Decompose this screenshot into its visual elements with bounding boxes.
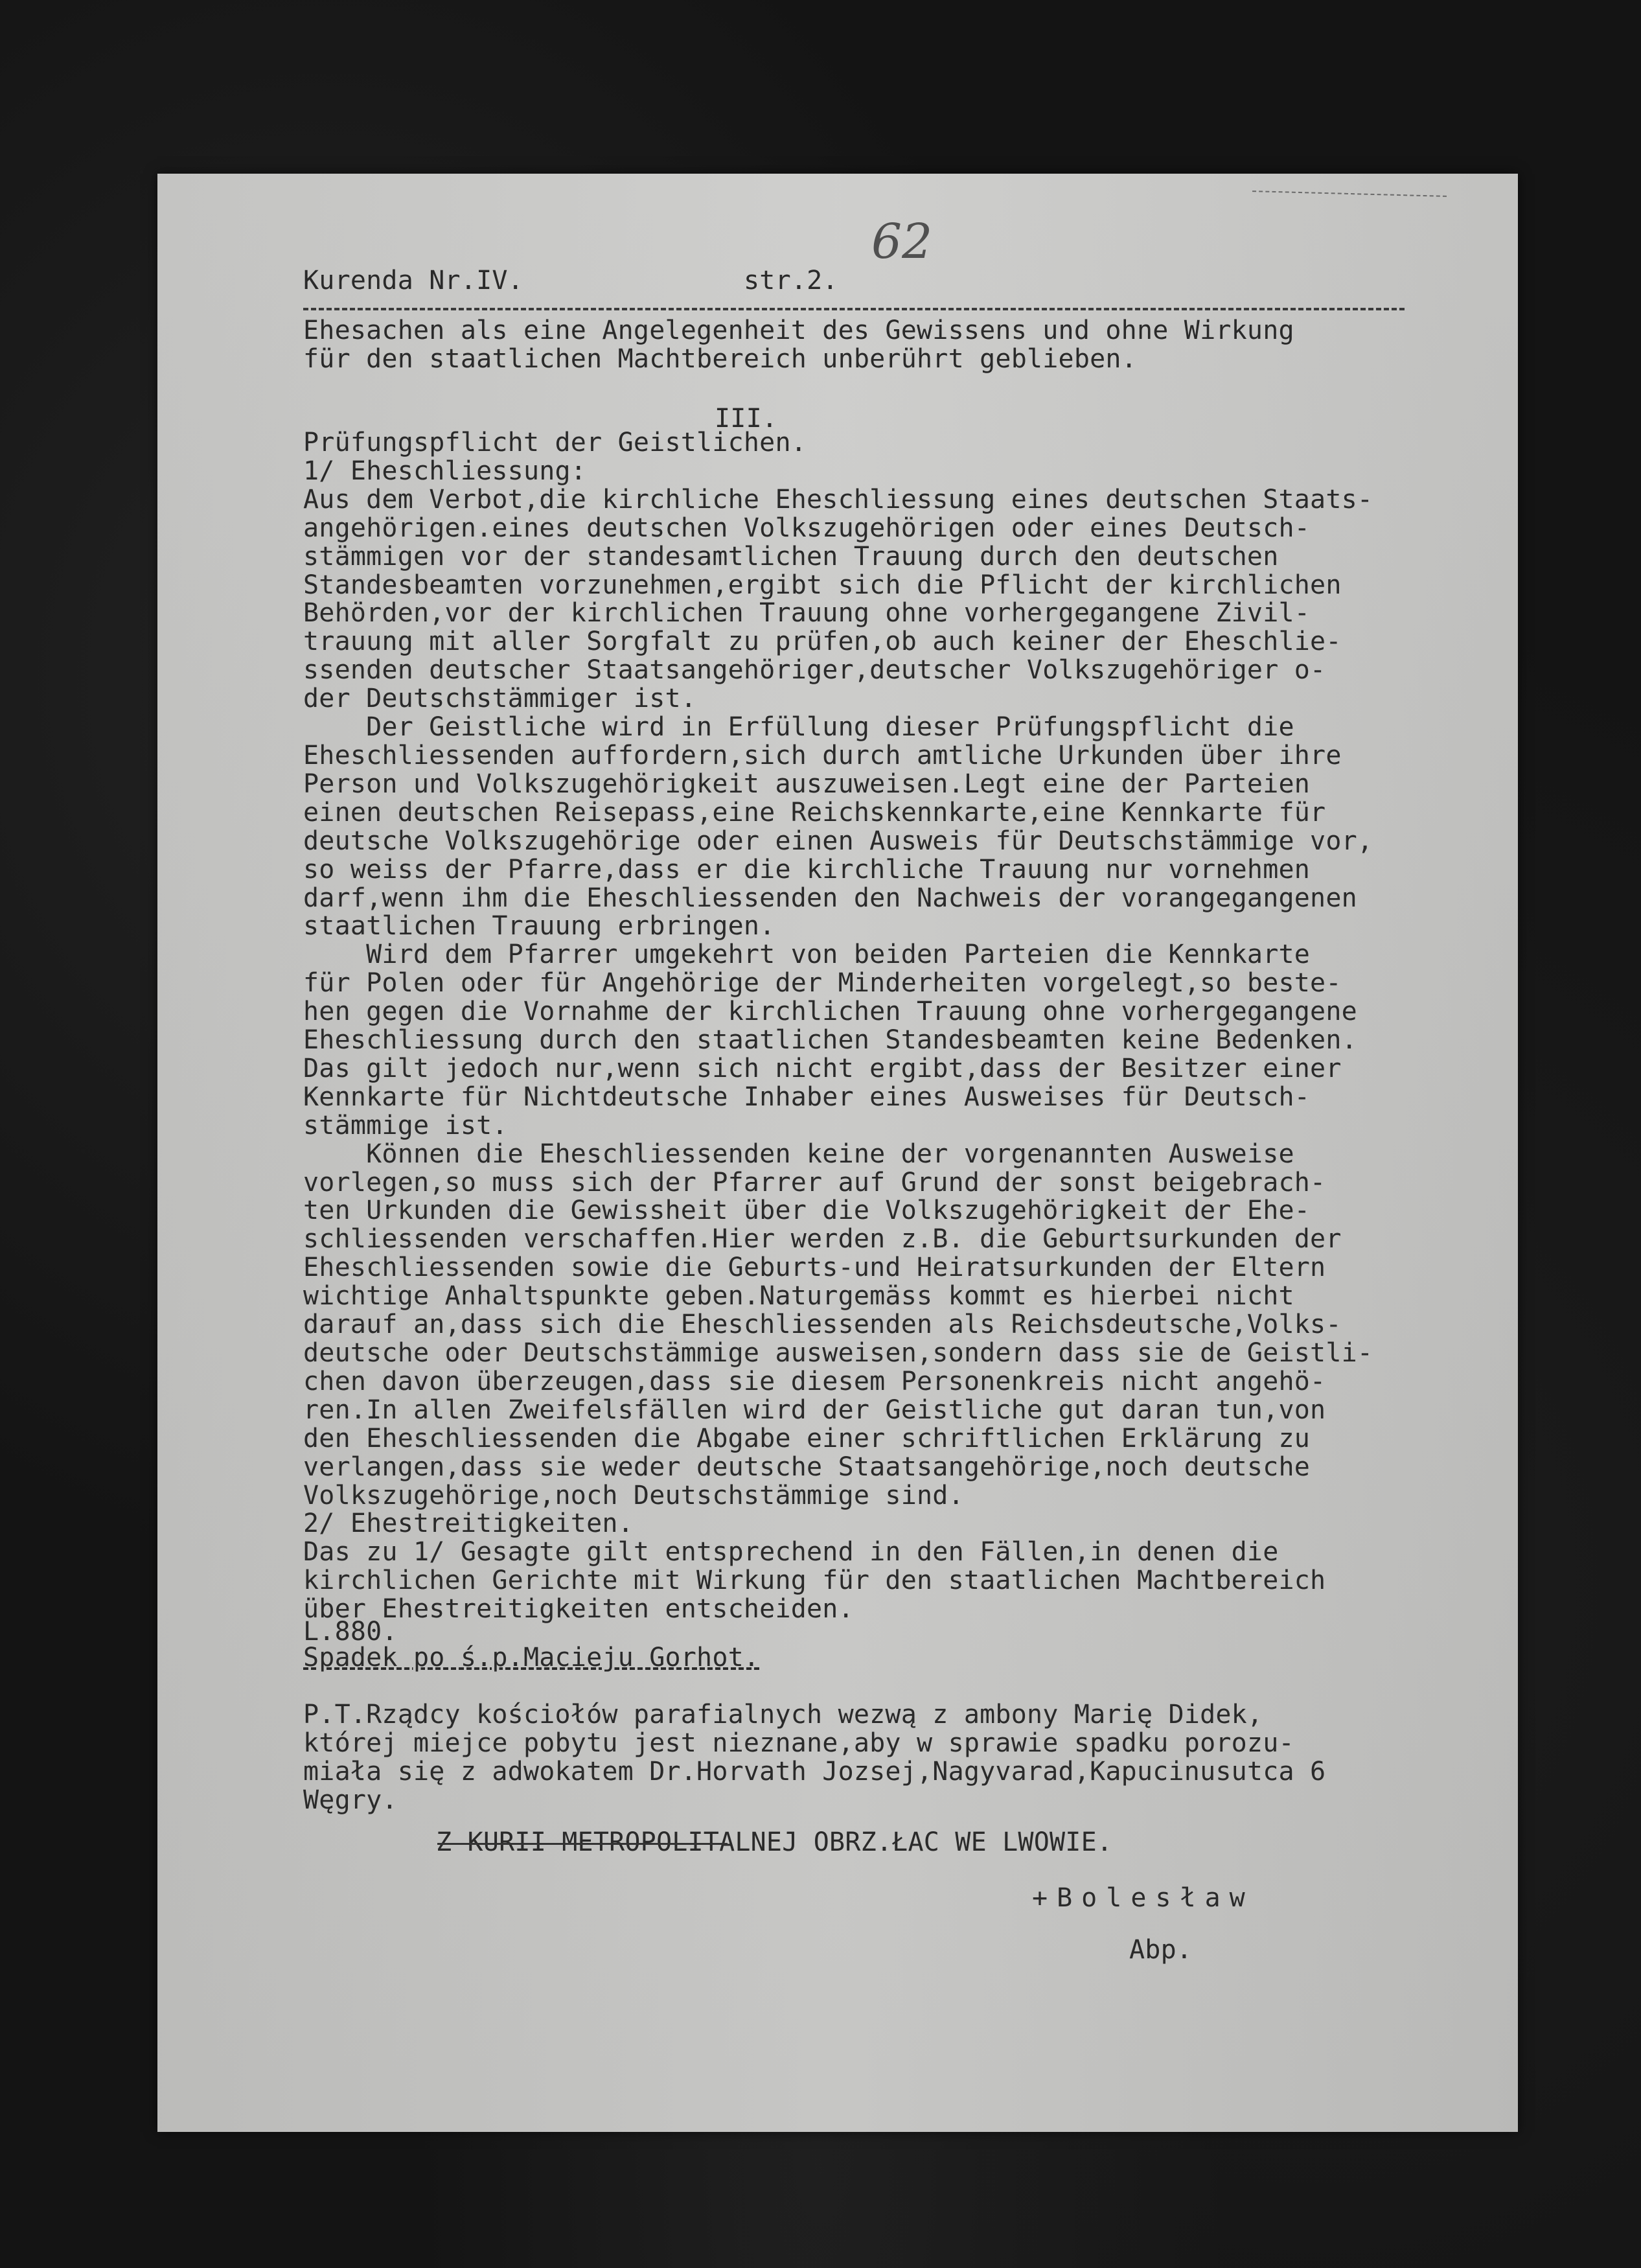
text-line: einen deutschen Reisepass,eine Reichskennkarte,eine Kennkarte für [303,797,1326,827]
text-line: darf,wenn ihm die Eheschliessenden den Nachweis der vorangegangenen [303,883,1357,913]
text-line: P.T.Rządcy kościołów parafialnych wezwą z ambony Marię Didek, [303,1700,1263,1730]
text-line: ssenden deutscher Staatsangehöriger,deutscher Volkszugehöriger o- [303,655,1326,686]
text-line: verlangen,dass sie weder deutsche Staatsangehörige,noch deutsche [303,1452,1311,1482]
text-line: kirchlichen Gerichte mit Wirkung für den staatlichen Machtbereich [303,1566,1326,1596]
text-line: Wird dem Pfarrer umgekehrt von beiden Parteien die Kennkarte [303,940,1311,970]
text-line: stämmige ist. [303,1110,508,1140]
text-line: Standesbeamten vorzunehmen,ergibt sich die Pflicht der kirchlichen [303,570,1342,600]
subsection-heading: 1/ Eheschliessung: [303,456,587,486]
text-line: Kennkarte für Nichtdeutsche Inhaber eines Ausweises für Deutsch- [303,1082,1311,1112]
text-line: ten Urkunden die Gewissheit über die Volkszugehörigkeit der Ehe- [303,1196,1311,1226]
reference-number: L.880. [303,1617,398,1647]
text-line: Das zu 1/ Gesagte gilt entsprechend in den Fällen,in denen die [303,1537,1279,1568]
page-indicator: str.2. [744,266,838,295]
text-line: staatlichen Trauung erbringen. [303,911,775,942]
document-reference-header: Kurenda Nr.IV. [303,266,523,295]
text-line: Person und Volkszugehörigkeit auszuweisen.Legt eine der Parteien [303,769,1311,799]
curia-stamp-line: Z KURII METROPOLITALNEJ OBRZ.ŁAC WE LWOWIE. [436,1827,1113,1857]
text-line: Eheschliessung durch den staatlichen Standesbeamten keine Bedenken. [303,1025,1357,1056]
section-heading: Prüfungspflicht der Geistlichen. [303,428,807,457]
signature-title: Abp. [1129,1935,1193,1965]
announcement-body [303,1701,1325,1815]
header-divider [303,308,1405,310]
text-line: den Eheschliessenden die Abgabe einer schriftlichen Erklärung zu [303,1423,1311,1453]
strikethrough-mark [437,1843,728,1845]
subsection-heading: 2/ Ehestreitigkeiten. [303,1509,634,1539]
pencil-mark [1252,191,1447,197]
text-line: trauung mit aller Sorgfalt zu prüfen,ob auch keiner der Eheschlie- [303,627,1342,657]
text-line: stämmigen vor der standesamtlichen Trauung durch den deutschen [303,541,1279,572]
text-line: darauf an,dass sich die Eheschliessenden als Reichsdeutsche,Volks- [303,1310,1342,1340]
text-line: vorlegen,so muss sich der Pfarrer auf Grund der sonst beigebrach- [303,1167,1326,1198]
text-line: Węgry. [303,1785,398,1815]
text-line: miała się z adwokatem Dr.Horvath Jozsej,Nagyvarad,Kapucinusutca 6 [303,1756,1326,1787]
document-page [157,174,1518,2132]
text-line: Eheschliessenden sowie die Geburts-und Heiratsurkunden der Eltern [303,1253,1326,1283]
text-line: Können die Eheschliessenden keine der vorgenannten Ausweise [303,1139,1294,1169]
item-title: Spadek po ś.p.Macieju Gorhot. [303,1643,760,1672]
text-line: deutsche Volkszugehörige oder einen Ausweis für Deutschstämmige vor, [303,826,1373,856]
text-line: deutsche oder Deutschstämmige ausweisen,sondern dass sie de Geistli- [303,1338,1373,1368]
section-body [303,429,1373,1624]
text-line: chen davon überzeugen,dass sie diesem Personenkreis nicht angehö- [303,1366,1326,1396]
text-line: schliessenden verschaffen.Hier werden z.B. die Geburtsurkunden der [303,1224,1342,1255]
section-number: III. [715,404,778,434]
text-line: Behörden,vor der kirchlichen Trauung ohne vorhergegangene Zivil- [303,598,1311,629]
text-line: wichtige Anhaltspunkte geben.Naturgemäss kommt es hierbei nicht [303,1281,1294,1312]
text-line: so weiss der Pfarre,dass er die kirchliche Trauung nur vornehmen [303,854,1311,885]
text-line: Aus dem Verbot,die kirchliche Eheschliessung eines deutschen Staats- [303,484,1373,515]
text-line: für Polen oder für Angehörige der Minderheiten vorgelegt,so beste- [303,968,1342,999]
text-line: ren.In allen Zweifelsfällen wird der Geistliche gut daran tun,von [303,1394,1326,1425]
text-line: der Deutschstämmiger ist. [303,684,697,714]
signature: +Bolesław [1032,1883,1254,1913]
text-line: Volkszugehörige,noch Deutschstämmige sind. [303,1480,964,1510]
text-line: über Ehestreitigkeiten entscheiden. [303,1594,854,1625]
text-line: której miejce pobytu jest nieznane,aby w sprawie spadku porozu- [303,1728,1294,1758]
text-line: Eheschliessenden auffordern,sich durch amtliche Urkunden über ihre [303,740,1342,770]
body-intro [303,317,1294,374]
text-line: Ehesachen als eine Angelegenheit des Gewissens und ohne Wirkung [303,316,1294,345]
text-line: Das gilt jedoch nur,wenn sich nicht ergibt,dass der Besitzer einer [303,1053,1342,1083]
text-line: Der Geistliche wird in Erfüllung dieser Prüfungspflicht die [303,712,1294,743]
handwritten-page-number: 62 [871,214,933,270]
text-line: für den staatlichen Machtbereich unberührt geblieben. [303,343,1137,374]
text-line: hen gegen die Vornahme der kirchlichen Trauung ohne vorhergegangene [303,997,1357,1027]
text-line: angehörigen.eines deutschen Volkszugehörigen oder eines Deutsch- [303,513,1311,543]
